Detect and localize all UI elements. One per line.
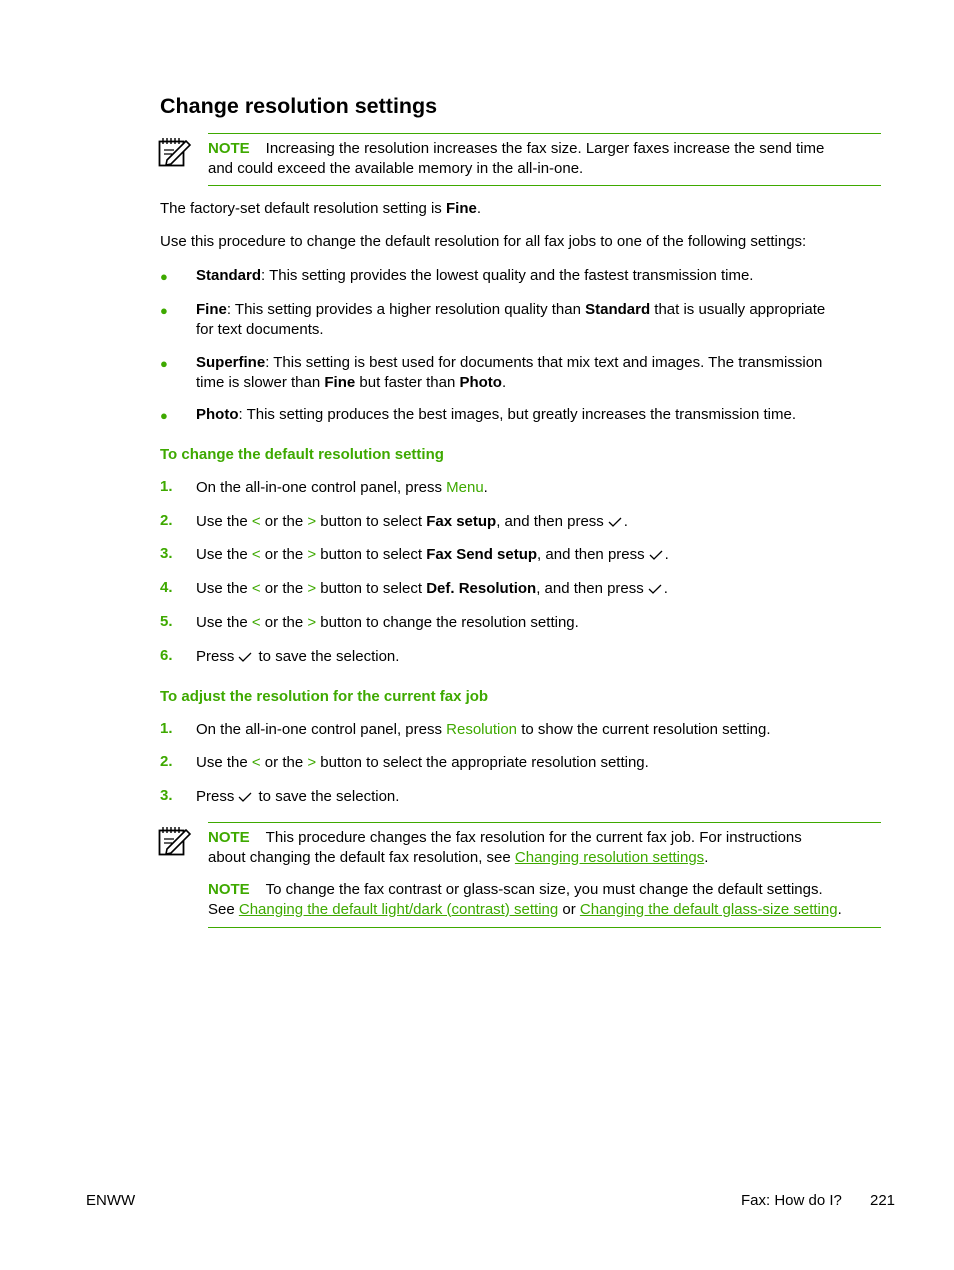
- check-mark-icon: [649, 550, 663, 560]
- page-number: 221: [870, 1192, 896, 1209]
- intro-paragraph-2: Use this procedure to change the default resolution for all fax jobs to one of the following settings:: [160, 233, 807, 250]
- text: : This setting produces the best images, but greatly increases the transmission time.: [238, 406, 796, 423]
- bold-text: Fine: [445, 200, 477, 217]
- text: : This setting provides a higher resolution quality than: [226, 301, 586, 318]
- note-2: [208, 828, 888, 867]
- text: On the all-in-one control panel, press: [196, 721, 447, 738]
- footer-left: ENWW: [86, 1192, 136, 1209]
- bold-text: Def. Resolution: [426, 580, 537, 597]
- bold-text: Superfine: [196, 354, 266, 371]
- step-item: [196, 753, 886, 773]
- text: .: [501, 373, 507, 391]
- check-mark-icon: [238, 792, 252, 802]
- text: to save the selection.: [254, 648, 400, 665]
- step-number: 2.: [160, 512, 173, 529]
- text: : This setting is best used for documents that mix text and images. The transmission: [265, 354, 823, 371]
- text: : This setting provides the lowest quality and the fastest transmission time.: [261, 267, 754, 284]
- text: that is usually appropriate: [650, 301, 826, 318]
- bold-text: Standard: [585, 301, 651, 318]
- step-number: 6.: [160, 647, 173, 664]
- step-item: [196, 512, 886, 532]
- step-item: [196, 787, 886, 807]
- check-mark-icon: [608, 517, 622, 527]
- text: Press: [196, 648, 235, 665]
- intro-paragraph: [160, 199, 481, 219]
- note-top-rule: [208, 133, 881, 134]
- text: or the: [260, 614, 308, 631]
- text: or the: [260, 546, 308, 563]
- list-item: [196, 266, 886, 286]
- right-arrow-label: >: [307, 546, 317, 563]
- text: Use the: [196, 754, 252, 771]
- left-arrow-label: <: [251, 754, 261, 771]
- text: for text documents.: [196, 320, 324, 338]
- left-arrow-label: <: [251, 614, 261, 631]
- left-arrow-label: <: [251, 546, 261, 563]
- right-arrow-label: >: [307, 513, 317, 530]
- text: .: [663, 580, 668, 597]
- note-pad-icon: [158, 825, 192, 859]
- text: button to select the appropriate resolution setting.: [316, 754, 649, 771]
- bullet-marker: ●: [160, 356, 168, 371]
- text: The factory-set default resolution setting is: [160, 200, 446, 217]
- text: Use the: [196, 580, 252, 597]
- list-item: [196, 353, 886, 392]
- note-1: [208, 139, 888, 178]
- note-text: .: [837, 900, 842, 918]
- text: .: [476, 200, 481, 217]
- step-item: [196, 613, 886, 633]
- text: button to select: [316, 513, 427, 530]
- note-text: or: [558, 900, 580, 918]
- section-heading: To adjust the resolution for the current fax job: [160, 688, 489, 705]
- bold-text: Fax Send setup: [426, 546, 538, 563]
- text: or the: [260, 513, 308, 530]
- note-text: To change the fax contrast or glass-scan size, you must change the default settings.: [265, 881, 823, 898]
- left-arrow-label: <: [251, 580, 261, 597]
- contrast-setting-link[interactable]: Changing the default light/dark (contrast) setting: [238, 900, 559, 918]
- step-number: 1.: [160, 478, 173, 495]
- bold-text: Fine: [196, 301, 227, 318]
- step-number: 3.: [160, 545, 173, 562]
- text: or the: [260, 580, 308, 597]
- text: On the all-in-one control panel, press: [196, 479, 447, 496]
- section-heading: To change the default resolution setting: [160, 446, 444, 463]
- bold-text: Fax setup: [426, 513, 497, 530]
- step-item: [196, 720, 886, 740]
- bold-text: Fine: [324, 373, 356, 391]
- menu-button-label: Menu: [446, 479, 484, 496]
- step-number: 2.: [160, 753, 173, 770]
- note-top-rule: [208, 822, 881, 823]
- bullet-marker: ●: [160, 269, 168, 284]
- note-bottom-rule: [208, 927, 881, 928]
- text: button to select: [316, 546, 427, 563]
- text: Press: [196, 788, 235, 805]
- step-item: [196, 647, 886, 667]
- step-item: [196, 478, 886, 498]
- glass-size-setting-link[interactable]: Changing the default glass-size setting: [579, 900, 838, 918]
- list-item: [196, 405, 886, 425]
- changing-resolution-settings-link[interactable]: Changing resolution settings: [514, 848, 705, 866]
- text: .: [664, 546, 669, 563]
- left-arrow-label: <: [251, 513, 261, 530]
- note-pad-icon: [158, 136, 192, 170]
- note-text: This procedure changes the fax resolution for the current fax job. For instructions: [265, 829, 802, 846]
- note-text: and could exceed the available memory in the all-in-one.: [208, 159, 584, 177]
- text: , and then press: [496, 513, 604, 530]
- note-text: Increasing the resolution increases the fax size. Larger faxes increase the send time: [265, 140, 825, 157]
- text: , and then press: [537, 546, 645, 563]
- step-item: [196, 579, 886, 599]
- text: Use the: [196, 513, 252, 530]
- text: button to select: [316, 580, 427, 597]
- text: Use the: [196, 546, 252, 563]
- text: , and then press: [536, 580, 644, 597]
- text: or the: [260, 754, 308, 771]
- note-3: [208, 880, 898, 919]
- note-label: NOTE: [208, 881, 250, 898]
- footer-title: Fax: How do I?: [741, 1192, 842, 1209]
- text: button to change the resolution setting.: [316, 614, 579, 631]
- note-text: about changing the default fax resolution, see: [208, 848, 515, 866]
- resolution-button-label: Resolution: [446, 721, 518, 738]
- note-bottom-rule: [208, 185, 881, 186]
- check-mark-icon: [648, 584, 662, 594]
- bullet-marker: ●: [160, 408, 168, 423]
- bold-text: Photo: [196, 406, 239, 423]
- note-text: .: [704, 848, 709, 866]
- right-arrow-label: >: [307, 614, 317, 631]
- text: .: [623, 513, 628, 530]
- step-item: [196, 545, 886, 565]
- text: to show the current resolution setting.: [517, 721, 771, 738]
- text: to save the selection.: [254, 788, 400, 805]
- note-label: NOTE: [208, 829, 250, 846]
- step-number: 3.: [160, 787, 173, 804]
- right-arrow-label: >: [307, 754, 317, 771]
- check-mark-icon: [238, 652, 252, 662]
- note-label: NOTE: [208, 140, 250, 157]
- step-number: 5.: [160, 613, 173, 630]
- note-text: See: [208, 900, 239, 918]
- text: but faster than: [355, 373, 460, 391]
- right-arrow-label: >: [307, 580, 317, 597]
- step-number: 1.: [160, 720, 173, 737]
- bullet-marker: ●: [160, 303, 168, 318]
- text: .: [483, 479, 488, 496]
- text: Use the: [196, 614, 252, 631]
- step-number: 4.: [160, 579, 173, 596]
- text: time is slower than: [196, 373, 325, 391]
- bold-text: Standard: [196, 267, 262, 284]
- page-title: Change resolution settings: [160, 94, 438, 118]
- list-item: [196, 300, 886, 339]
- bold-text: Photo: [459, 373, 502, 391]
